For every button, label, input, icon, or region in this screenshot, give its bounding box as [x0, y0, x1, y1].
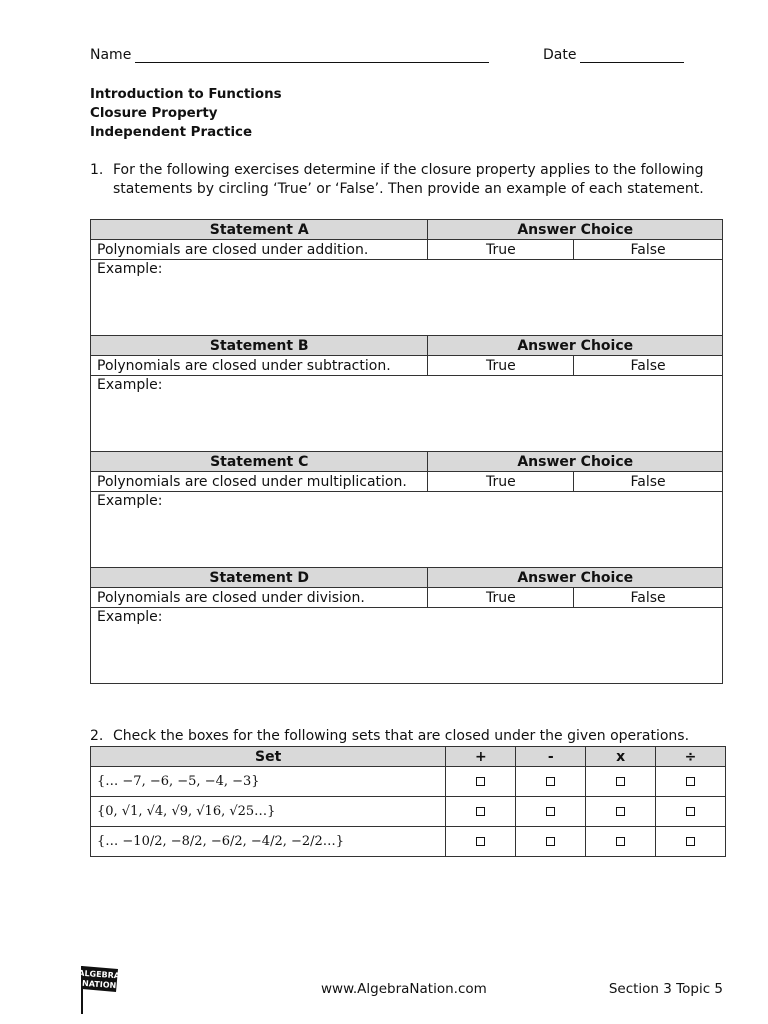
- addition-checkbox[interactable]: [476, 837, 485, 846]
- set-row: [91, 827, 726, 857]
- answer-choice-header: Answer Choice: [428, 336, 723, 356]
- division-cell: [656, 797, 726, 827]
- logo-text-top: ALGEBRA: [78, 968, 121, 981]
- statement-header-row: [91, 452, 723, 472]
- true-choice[interactable]: True: [428, 240, 574, 260]
- subtraction-cell: [516, 767, 586, 797]
- statement-text: Polynomials are closed under division.: [91, 588, 428, 608]
- algebra-nation-logo: [76, 962, 122, 1016]
- question-2-prompt: [90, 727, 730, 746]
- example-box[interactable]: Example:: [91, 260, 723, 336]
- multiplication-cell: [586, 767, 656, 797]
- addition-cell: [446, 767, 516, 797]
- operation-column-header: x: [586, 747, 656, 767]
- set-notation: {0, √1, √4, √9, √16, √25…}: [91, 797, 446, 827]
- statement-header: Statement A: [91, 220, 428, 240]
- unit-title: Introduction to Functions: [90, 87, 282, 102]
- addition-checkbox[interactable]: [476, 807, 485, 816]
- answer-choice-header: Answer Choice: [428, 220, 723, 240]
- name-field-row: [90, 47, 489, 63]
- logo-text-bottom: NATION: [81, 978, 117, 991]
- topic-title: Closure Property: [90, 106, 218, 121]
- subtraction-cell: [516, 827, 586, 857]
- date-label: Date: [543, 47, 577, 63]
- false-choice[interactable]: False: [574, 472, 723, 492]
- statement-text: Polynomials are closed under multiplication.: [91, 472, 428, 492]
- operation-column-header: ÷: [656, 747, 726, 767]
- statement-header-row: [91, 568, 723, 588]
- example-box[interactable]: Example:: [91, 492, 723, 568]
- statement-row: [91, 356, 723, 376]
- statement-header: Statement D: [91, 568, 428, 588]
- division-checkbox[interactable]: [686, 777, 695, 786]
- subtraction-cell: [516, 797, 586, 827]
- set-row: [91, 797, 726, 827]
- example-row: [91, 492, 723, 568]
- division-checkbox[interactable]: [686, 807, 695, 816]
- example-row: [91, 608, 723, 684]
- statement-text: Polynomials are closed under addition.: [91, 240, 428, 260]
- division-cell: [656, 827, 726, 857]
- addition-cell: [446, 797, 516, 827]
- division-cell: [656, 767, 726, 797]
- statement-row: [91, 240, 723, 260]
- false-choice[interactable]: False: [574, 356, 723, 376]
- statement-row: [91, 588, 723, 608]
- statement-row: [91, 472, 723, 492]
- question-1-prompt: [90, 161, 730, 199]
- operation-column-header: -: [516, 747, 586, 767]
- name-label: Name: [90, 47, 132, 63]
- set-row: [91, 767, 726, 797]
- statement-header: Statement B: [91, 336, 428, 356]
- set-table-header-row: [91, 747, 726, 767]
- name-blank-line[interactable]: [135, 48, 489, 63]
- set-closure-table: [90, 746, 726, 857]
- subtraction-checkbox[interactable]: [546, 777, 555, 786]
- division-checkbox[interactable]: [686, 837, 695, 846]
- true-choice[interactable]: True: [428, 356, 574, 376]
- footer-website[interactable]: www.AlgebraNation.com: [321, 981, 487, 997]
- answer-choice-header: Answer Choice: [428, 452, 723, 472]
- example-row: [91, 376, 723, 452]
- multiplication-checkbox[interactable]: [616, 837, 625, 846]
- true-choice[interactable]: True: [428, 472, 574, 492]
- question-number: 2.: [90, 728, 104, 744]
- multiplication-cell: [586, 827, 656, 857]
- question-number: 1.: [90, 162, 104, 178]
- true-choice[interactable]: True: [428, 588, 574, 608]
- subtraction-checkbox[interactable]: [546, 837, 555, 846]
- answer-choice-header: Answer Choice: [428, 568, 723, 588]
- multiplication-cell: [586, 797, 656, 827]
- example-box[interactable]: Example:: [91, 376, 723, 452]
- set-notation: {… −10/2, −8/2, −6/2, −4/2, −2/2…}: [91, 827, 446, 857]
- practice-title: Independent Practice: [90, 125, 253, 140]
- date-blank-line[interactable]: [580, 48, 684, 63]
- subtraction-checkbox[interactable]: [546, 807, 555, 816]
- false-choice[interactable]: False: [574, 588, 723, 608]
- closure-statements-table: [90, 219, 723, 684]
- addition-checkbox[interactable]: [476, 777, 485, 786]
- question-text: For the following exercises determine if the closure property applies to the following statements by circling ‘True’ or ‘False’. Then provide an example of each statement.: [113, 162, 704, 197]
- set-column-header: Set: [91, 747, 446, 767]
- statement-header: Statement C: [91, 452, 428, 472]
- worksheet-titles: [90, 85, 282, 142]
- statement-text: Polynomials are closed under subtraction.: [91, 356, 428, 376]
- footer-section-label: Section 3 Topic 5: [608, 981, 723, 997]
- statement-header-row: [91, 220, 723, 240]
- question-text: Check the boxes for the following sets that are closed under the given operations.: [113, 728, 690, 744]
- multiplication-checkbox[interactable]: [616, 777, 625, 786]
- set-notation: {… −7, −6, −5, −4, −3}: [91, 767, 446, 797]
- multiplication-checkbox[interactable]: [616, 807, 625, 816]
- statement-header-row: [91, 336, 723, 356]
- operation-column-header: +: [446, 747, 516, 767]
- example-box[interactable]: Example:: [91, 608, 723, 684]
- date-field-row: [543, 47, 684, 63]
- false-choice[interactable]: False: [574, 240, 723, 260]
- addition-cell: [446, 827, 516, 857]
- example-row: [91, 260, 723, 336]
